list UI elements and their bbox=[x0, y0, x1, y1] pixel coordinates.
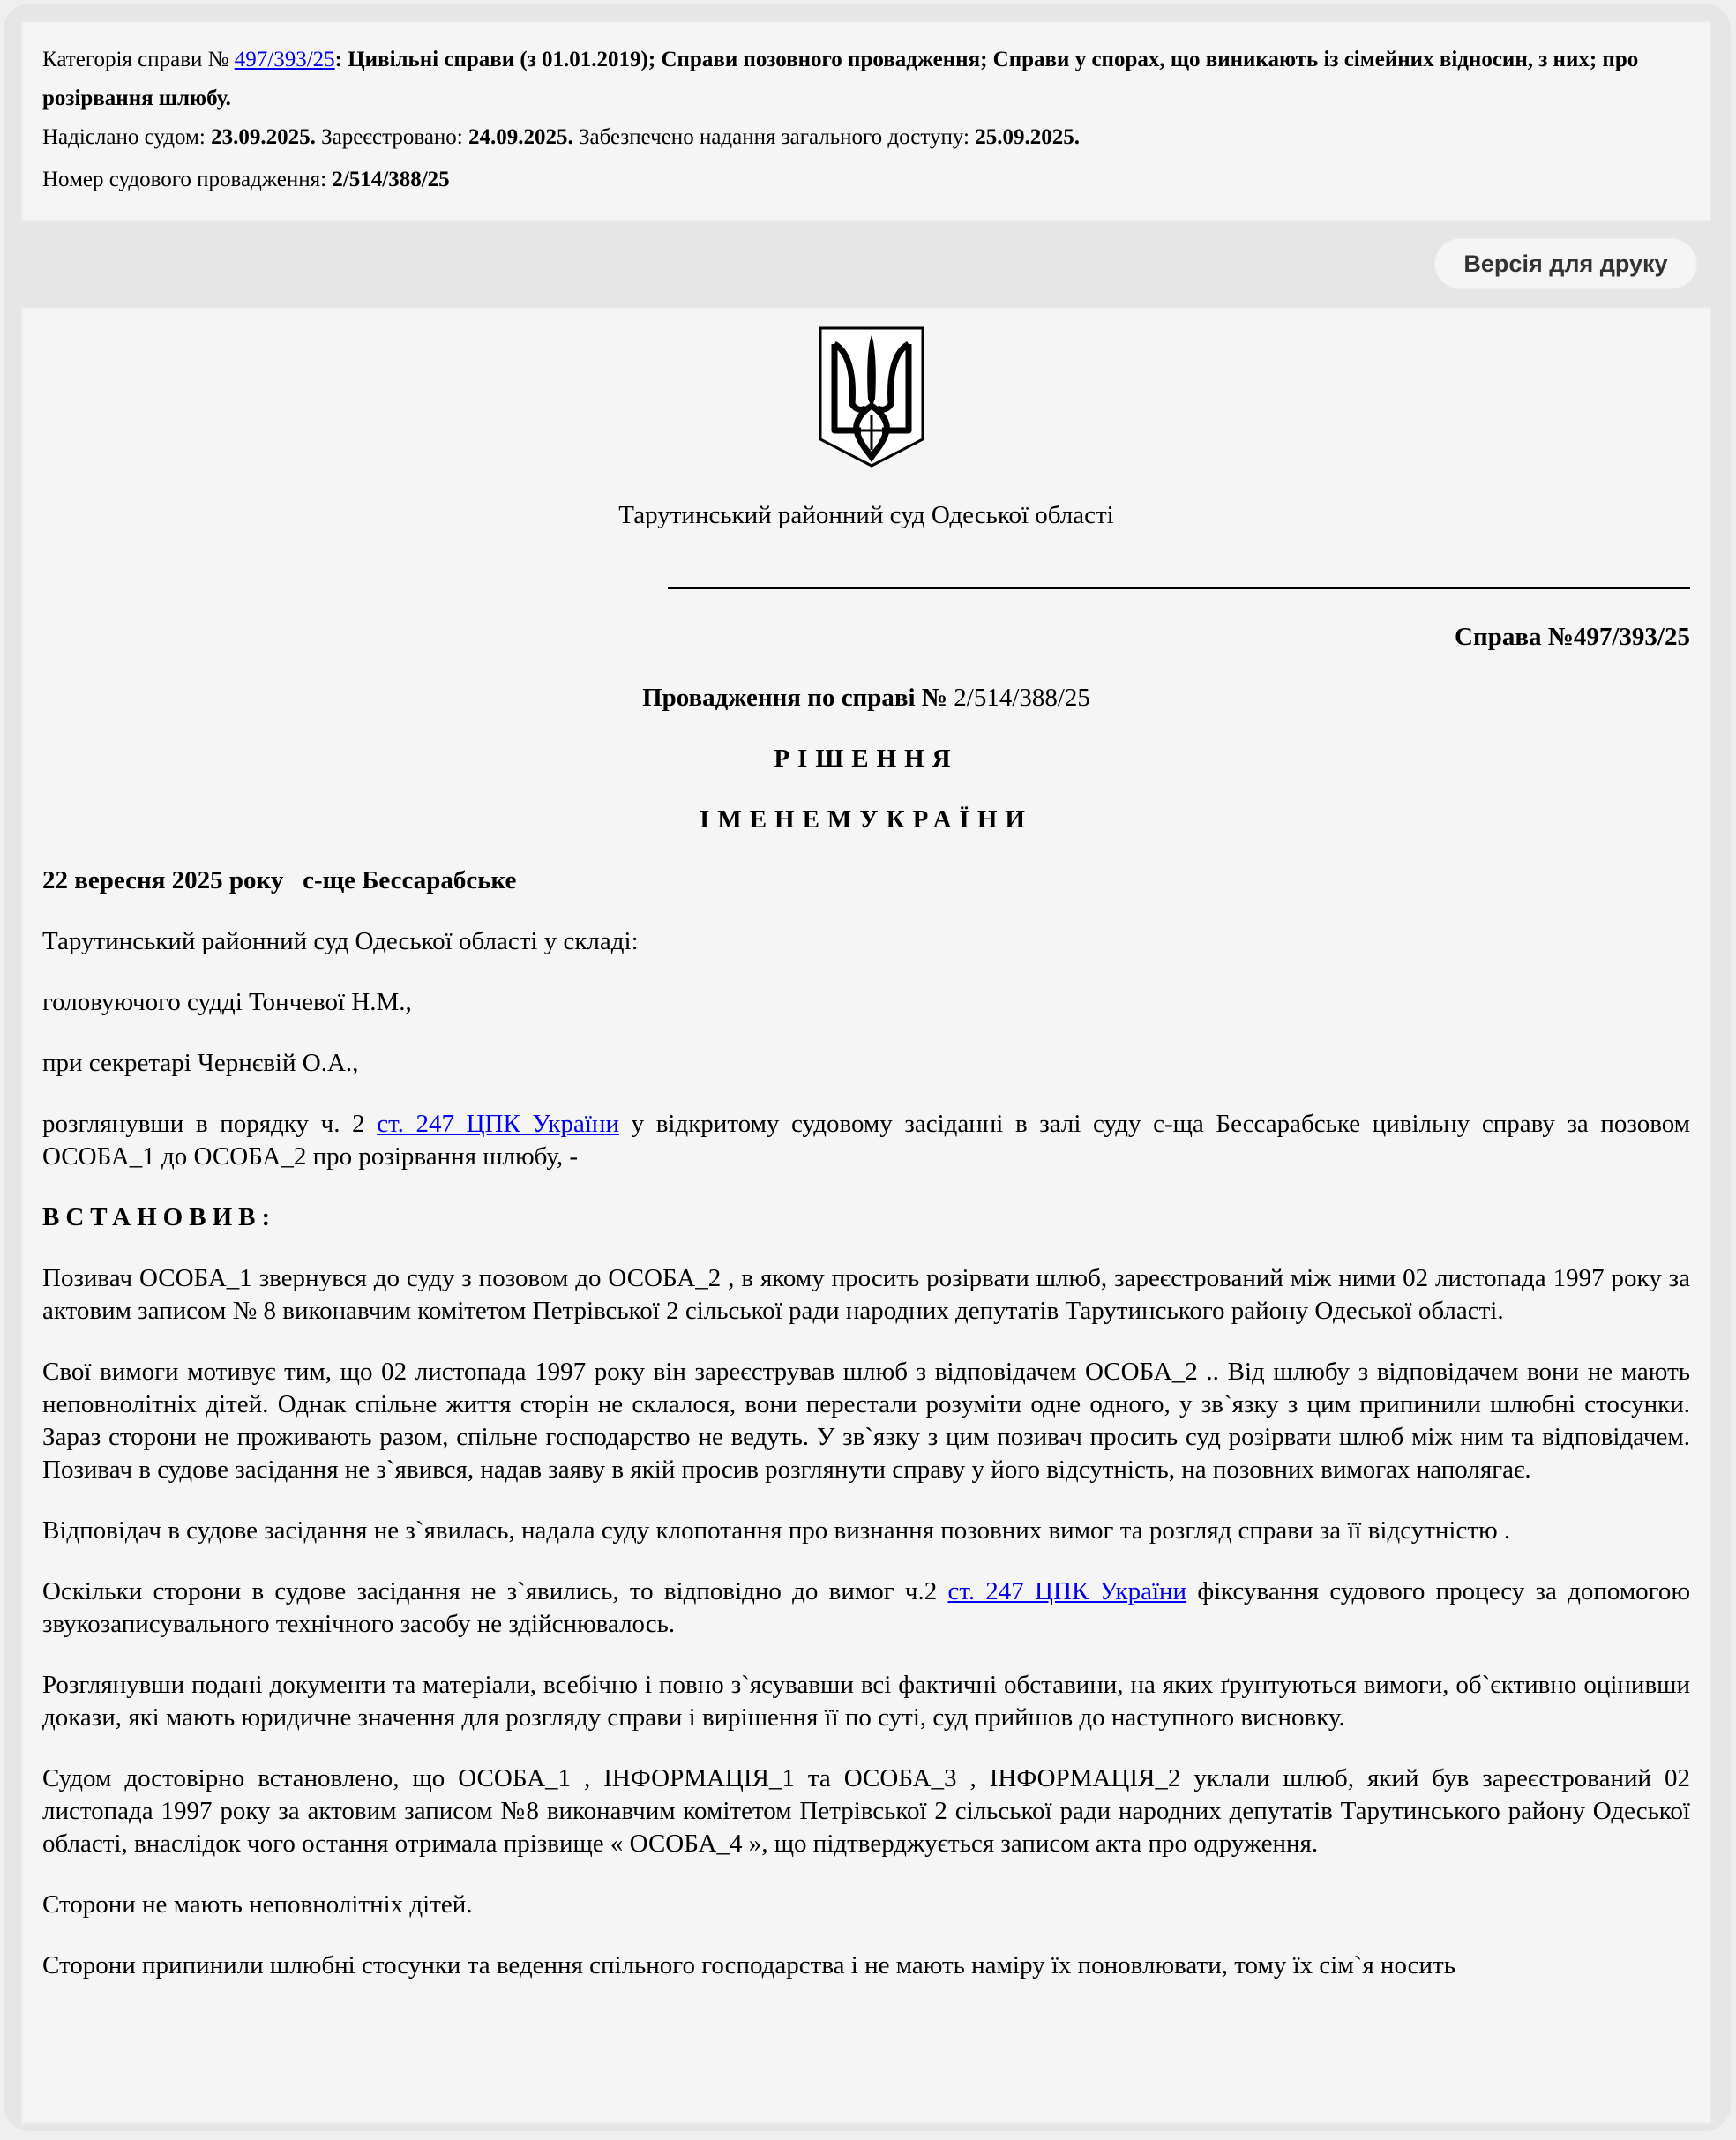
paragraph: при секретарі Чернєвій О.А., bbox=[42, 1049, 359, 1077]
proceeding-line: Провадження по справі № 2/514/388/25 bbox=[642, 684, 1090, 712]
paragraph: розглянувши в порядку ч. 2 ст. 247 ЦПК України у відкритому судовому засіданні в залі суду с-ща Бессарабське цивільну справу за позовом ОСОБА_1 до ОСОБА_2 про розірвання шлюбу, - bbox=[42, 1110, 1691, 1171]
paragraph: Відповідач в судове засідання не з`явилась, надала суду клопотання про визнання позовних вимог та розгляд справи за її відсутністю . bbox=[42, 1516, 1511, 1545]
paragraph: Розглянувши подані документи та матеріали, всебічно і повно з`ясувавши всі фактичні обставини, на яких ґрунтуються вимоги, об`єктивно оцінивши докази, які мають юридичне значення для розгляду справи і вирішення її по суті, суд прийшов до наступного висновку. bbox=[42, 1671, 1690, 1732]
paragraph: Тарутинський районний суд Одеської області у складі: bbox=[42, 927, 639, 955]
case-number: Справа №497/393/25 bbox=[1455, 623, 1690, 651]
decision-title: РІШЕННЯ bbox=[774, 745, 959, 773]
paragraph: Позивач ОСОБА_1 звернувся до суду з позовом до ОСОБА_2 , в якому просить розірвати шлюб, зареєстрований між ними 02 листопада 1997 року за актовим записом № 8 виконавчим комітетом Петрівської 2 сільської ради народних депутатів Тарутинського району Одеської області. bbox=[42, 1264, 1690, 1325]
paragraph: Сторони не мають неповнолітніх дітей. bbox=[42, 1890, 473, 1919]
ukraine-trident-emblem-icon bbox=[819, 326, 924, 468]
registered-date: 24.09.2025. bbox=[468, 125, 573, 149]
case-category-text: : Цивільні справи (з 01.01.2019); Справи позовного провадження; Справи у спорах, що виникають із сімейних відносин, з них; про розірвання шлюбу. bbox=[42, 48, 1639, 110]
paragraph: головуючого судді Тончевої Н.М., bbox=[42, 988, 412, 1016]
paragraph: Оскільки сторони в судове засідання не з`явились, то відповідно до вимог ч.2 ст. 247 ЦПК України фіксування судового процесу за допомогою звукозаписувального технічного засобу не здійснювалось. bbox=[42, 1577, 1691, 1638]
proceeding-number-value: 2/514/388/25 bbox=[954, 684, 1090, 712]
established-heading: ВСТАНОВИВ: bbox=[42, 1203, 277, 1231]
law-article-link[interactable]: ст. 247 ЦПК України bbox=[377, 1110, 619, 1138]
decision-body bbox=[42, 925, 1690, 2010]
toolbar bbox=[4, 238, 1731, 293]
case-category: Категорія справи № 497/393/25: Цивільні справи (з 01.01.2019); Справи позовного провадження; Справи у спорах, що виникають із сімейних відносин, з них; про розірвання шлюбу. bbox=[42, 48, 1639, 110]
law-article-link[interactable]: ст. 247 ЦПК України bbox=[947, 1577, 1187, 1605]
case-dates: Надіслано судом: 23.09.2025. Зареєстровано: 24.09.2025. Забезпечено надання загального доступу: 25.09.2025. bbox=[42, 125, 1080, 149]
paragraph: Судом достовірно встановлено, що ОСОБА_1 , ІНФОРМАЦІЯ_1 та ОСОБА_3 , ІНФОРМАЦІЯ_2 уклали шлюб, який був зареєстрований 02 листопада 1997 року за актовим записом №8 виконавчим комітетом Петрівської 2 сільської ради народних депутатів Тарутинського району Одеської області, внаслідок чого остання отримала прізвище « ОСОБА_4 », що підтверджується записом акта про одруження. bbox=[42, 1764, 1690, 1858]
court-name: Тарутинський районний суд Одеської області bbox=[618, 501, 1114, 529]
access-date: 25.09.2025. bbox=[975, 125, 1080, 149]
in-name-of-ukraine-title: ІМЕНЕМУКРАЇНИ bbox=[700, 805, 1033, 834]
case-info-panel bbox=[21, 21, 1711, 221]
print-version-button[interactable]: Версія для друку bbox=[1434, 238, 1697, 289]
paragraph: Свої вимоги мотивує тим, що 02 листопада 1997 року він зареєстрував шлюб з відповідачем ОСОБА_2 .. Від шлюбу з відповідачем вони не мають неповнолітніх дітей. Однак спільне життя сторін не склалося, вони перестали розуміти одне одного, у зв`язку з цим припинили шлюбні стосунки. Зараз сторони не проживають разом, спільне господарство не ведуть. У зв`язку з цим позивач просить суд розірвати шлюб між ним та відповідачем. Позивач в судове засідання не з`явився, надав заяву в якій просив розглянути справу у його відсутність, на позовних вимогах наполягає. bbox=[42, 1358, 1690, 1484]
page-frame bbox=[4, 4, 1731, 2131]
document-panel bbox=[21, 307, 1711, 2124]
proceeding-number: Номер судового провадження: 2/514/388/25 bbox=[42, 168, 450, 191]
sent-date: 23.09.2025. bbox=[211, 125, 316, 149]
date-and-place: 22 вересня 2025 року с-ще Бессарабське bbox=[42, 866, 517, 894]
paragraph: Сторони припинили шлюбні стосунки та ведення спільного господарства і не мають наміру їх поновлювати, тому їх сім`я носить bbox=[42, 1951, 1455, 1979]
case-number-link[interactable]: 497/393/25 bbox=[234, 48, 335, 71]
divider-line bbox=[668, 587, 1690, 589]
